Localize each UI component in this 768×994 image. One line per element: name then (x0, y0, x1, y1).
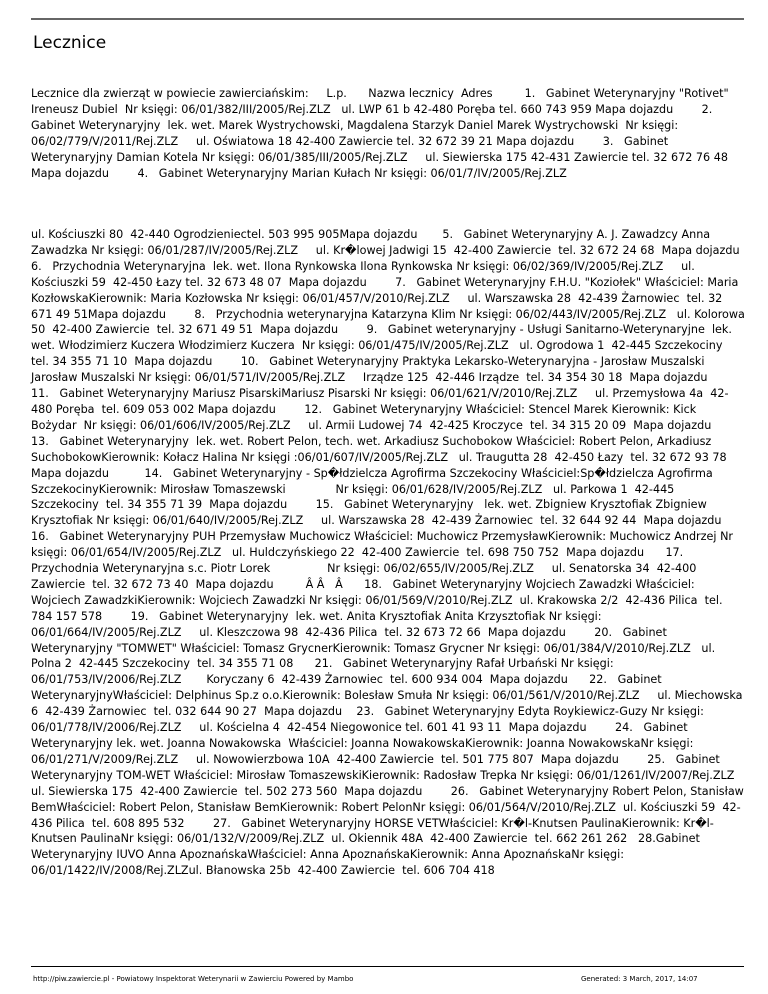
clinic-list-paragraph: ul. Kościuszki 80 42-440 Ogrodzieniectel. 503 995 905Mapa dojazdu 5. Gabinet Weterynaryjny A. J. Zawadzcy Anna Zawadzka Nr księgi: 06/01/287/IV/2005/Rej.ZLZ ul. Kr�lowej Jadwigi 15 42-400 Zawiercie tel. 32 672 24 68 Mapa dojazdu 6. Przychodnia Weterynaryjna lek. wet. Ilona Rynkowska Ilona Rynkowska Nr księgi: 06/02/369/IV/2005/Rej.ZLZ ul. Kościuszki 59 42-450 Łazy tel. 32 673 48 07 Mapa dojazdu 7. Gabinet Weterynaryjny F.H.U. "Koziołek" Właściciel: Maria KozłowskaKierownik: Maria Kozłowska Nr księgi: 06/01/457/V/2010/Rej.ZLZ ul. Warszawska 28 42-439 Żarnowiec tel. 32 671 49 51Mapa dojazdu 8. Przychodnia weterynaryjna Katarzyna Klim Nr księgi: 06/02/443/IV/2005/Rej.ZLZ ul. Kolorowa 50 42-400 Zawiercie tel. 32 671 49 51 Mapa dojazdu 9. Gabinet weterynaryjny - Usługi Sanitarno-Weterynaryjne lek. wet. Włodzimierz Kuczera Włodzimierz Kuczera Nr księgi: 06/01/475/IV/2005/Rej.ZLZ ul. Ogrodowa 1 42-445 Szczekociny tel. 34 355 71 10 Mapa dojazdu 10. Gabinet Weterynaryjny Praktyka Lekarsko-Weterynaryjna - Jarosław Muszalski Jarosław Muszalski Nr księgi: 06/01/571/IV/2005/Rej.ZLZ Irządze 125 42-446 Irządze tel. 34 354 30 18 Mapa dojazdu 11. Gabinet Weterynaryjny Mariusz PisarskiMariusz Pisarski Nr księgi: 06/01/621/V/2010/Rej.ZLZ ul. Przemysłowa 4a 42-480 Poręba tel. 609 053 002 Mapa dojazdu 12. Gabinet Weterynaryjny Właściciel: Stencel Marek Kierownik: Kick Bożydar Nr księgi: 06/01/606/IV/2005/Rej.ZLZ ul. Armii Ludowej 74 42-425 Kroczyce tel. 34 315 20 09 Mapa dojazdu 13. Gabinet Weterynaryjny lek. wet. Robert Pelon, tech. wet. Arkadiusz Suchobokow Właściciel: Robert Pelon, Arkadiusz SuchobokowKierownik: Kołacz Halina Nr księgi :06/01/607/IV/2005/Rej.ZLZ ul. Traugutta 28 42-450 Łazy tel. 32 672 93 78 Mapa dojazdu 14. Gabinet Weterynaryjny - Sp�łdzielcza Agrofirma Szczekociny Właściciel:Sp�łdzielcza Agrofirma SzczekocinyKierownik: Mirosław Tomaszewski Nr księgi: 06/01/628/IV/2005/Rej.ZLZ ul. Parkowa 1 42-445 Szczekociny tel. 34 355 71 39 Mapa dojazdu 15. Gabinet Weterynaryjny lek. wet. Zbigniew Krysztofiak Zbigniew Krysztofiak Nr księgi: 06/01/640/IV/2005/Rej.ZLZ ul. Warszawska 28 42-439 Żarnowiec tel. 32 644 92 44 Mapa dojazdu 16. Gabinet Weterynaryjny PUH Przemysław Muchowicz Właściciel: Muchowicz PrzemysławKierownik: Muchowicz Andrzej Nr księgi: 06/01/654/IV/2005/Rej.ZLZ ul. Huldczyńskiego 22 42-400 Zawiercie tel. 698 750 752 Mapa dojazdu 17. Przychodnia Weterynaryjna s.c. Piotr Lorek Nr księgi: 06/02/655/IV/2005/Rej.ZLZ ul. Senatorska 34 42-400 Zawiercie tel. 32 672 73 40 Mapa dojazdu Â Â Â 18. Gabinet Weterynaryjny Wojciech Zawadzki Właściciel: Wojciech ZawadzkiKierownik: Wojciech Zawadzki Nr księgi: 06/01/569/V/2010/Rej.ZLZ ul. Krakowska 2/2 42-436 Pilica tel. 784 157 578 19. Gabinet Weterynaryjny lek. wet. Anita Krysztofiak Anita Krzysztofiak Nr księgi: 06/01/664/IV/2005/Rej.ZLZ ul. Kleszczowa 98 42-436 Pilica tel. 32 673 72 66 Mapa dojazdu 20. Gabinet Weterynaryjny "TOMWET" Właściciel: Tomasz GrycnerKierownik: Tomasz Grycner Nr księgi: 06/01/384/V/2010/Rej.ZLZ ul. Polna 2 42-445 Szczekociny tel. 34 355 71 08 21. Gabinet Weterynaryjny Rafał Urbański Nr księgi: 06/01/753/IV/2006/Rej.ZLZ Koryczany 6 42-439 Żarnowiec tel. 600 934 004 Mapa dojazdu 22. Gabinet WeterynaryjnyWłaściciel: Delphinus Sp.z o.o.Kierownik: Bolesław Smuła Nr księgi: 06/01/561/V/2010/Rej.ZLZ ul. Miechowska 6 42-439 Żarnowiec tel. 032 644 90 27 Mapa dojazdu 23. Gabinet Weterynaryjny Edyta Roykiewicz-Guzy Nr księgi: 06/01/778/IV/2006/Rej.ZLZ ul. Kościelna 4 42-454 Niegowonice tel. 601 41 93 11 Mapa dojazdu 24. Gabinet Weterynaryjny lek. wet. Joanna Nowakowska Właściciel: Joanna NowakowskaKierownik: Joanna NowakowskaNr księgi: 06/01/271/V/2009/Rej.ZLZ ul. Nowowierzbowa 10A 42-400 Zawiercie tel. 501 775 807 Mapa dojazdu 25. Gabinet Weterynaryjny TOM-WET Właściciel: Mirosław TomaszewskiKierownik: Radosław Trepka Nr księgi: 06/01/1261/IV/2007/Rej.ZLZ ul. Siewierska 175 42-400 Zawiercie tel. 502 273 560 Mapa dojazdu 26. Gabinet Weterynaryjny Robert Pelon, Stanisław BemWłaściciel: Robert Pelon, Stanisław BemKierownik: Robert PelonNr księgi: 06/01/564/V/2010/Rej.ZLZ ul. Kościuszki 59 42-436 Pilica tel. 608 895 532 27. Gabinet Weterynaryjny HORSE VETWłaściciel: Kr�l-Knutsen PaulinaKierownik: Kr�l-Knutsen PaulinaNr księgi: 06/01/132/V/2009/Rej.ZLZ ul. Okiennik 48A 42-400 Zawiercie tel. 662 261 262 28.Gabinet Weterynaryjny IUVO Anna ApoznańskaWłaściciel: Anna ApoznańskaKierownik: Anna ApoznańskaNr księgi: 06/01/1422/IV/2008/Rej.ZLZul. Błanowska 25b 42-400 Zawiercie tel. 606 704 418 (31, 228, 768, 878)
page-title: Lecznice (33, 33, 107, 53)
bottom-divider (31, 966, 744, 967)
footer-site-credit: http://piw.zawiercie.pl - Powiatowy Inspektorat Weterynarii w Zawierciu Powered by Mambo (33, 975, 354, 983)
top-divider (31, 18, 744, 20)
footer-generated-date: Generated: 3 March, 2017, 14:07 (581, 975, 698, 983)
intro-paragraph: Lecznice dla zwierząt w powiecie zawierciańskim: L.p. Nazwa lecznicy Adres 1. Gabinet Weterynaryjny "Rotivet" Ireneusz Dubiel Nr księgi: 06/01/382/III/2005/Rej.ZLZ ul. LWP 61 b 42-480 Poręba tel. 660 743 959 Mapa dojazdu 2. Gabinet Weterynaryjny lek. wet. Marek Wystrychowski, Magdalena Starzyk Daniel Marek Wystrychowski Nr księgi: 06/02/779/V/2011/Rej.ZLZ ul. Oświatowa 18 42-400 Zawiercie tel. 32 672 39 21 Mapa dojazdu 3. Gabinet Weterynaryjny Damian Kotela Nr księgi: 06/01/385/III/2005/Rej.ZLZ ul. Siewierska 175 42-431 Zawiercie tel. 32 672 76 48 Mapa dojazdu 4. Gabinet Weterynaryjny Marian Kułach Nr księgi: 06/01/7/IV/2005/Rej.ZLZ (31, 87, 733, 180)
